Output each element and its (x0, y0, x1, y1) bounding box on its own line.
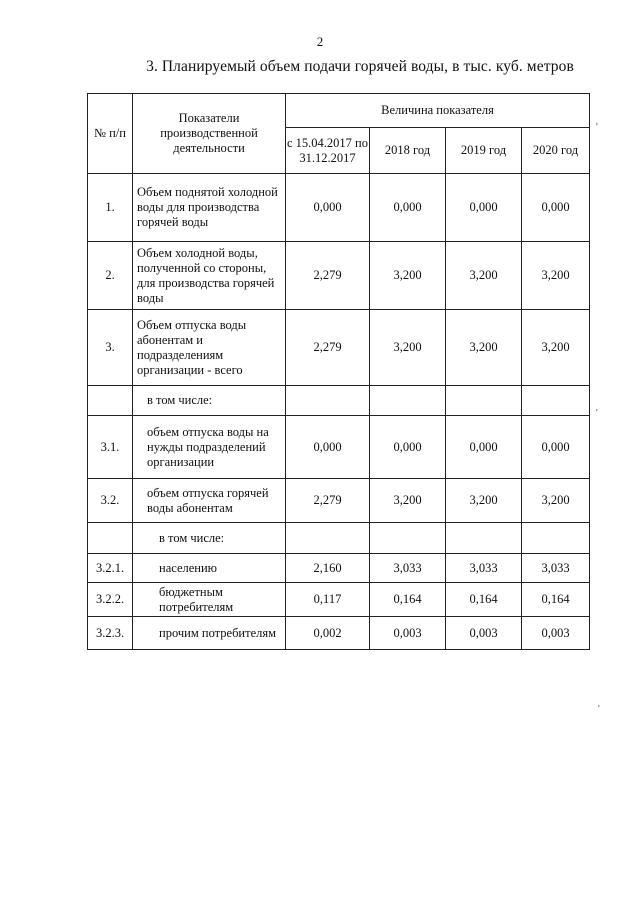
page-number: 2 (316, 34, 324, 49)
header-period-3: 2019 год (446, 128, 522, 174)
row-label: Объем поднятой холодной воды для производства горячей воды (133, 174, 286, 242)
row-value: 0,000 (286, 416, 370, 479)
row-value (370, 386, 446, 416)
row-value (286, 386, 370, 416)
row-num: 3.1. (88, 416, 133, 479)
header-indicator: Показатели производственной деятельности (133, 94, 286, 174)
scan-mark: ' (598, 704, 600, 715)
header-period-4: 2020 год (522, 128, 590, 174)
row-value: 0,003 (522, 617, 590, 650)
row-value: 3,033 (446, 554, 522, 583)
table-row (88, 242, 590, 310)
row-num: 3.2.3. (88, 617, 133, 650)
scan-mark: ' (596, 408, 598, 419)
header-row-1 (88, 94, 590, 128)
table-row (88, 416, 590, 479)
row-value: 0,164 (370, 583, 446, 617)
row-value: 0,000 (370, 174, 446, 242)
row-value (370, 523, 446, 554)
row-num: 3. (88, 310, 133, 386)
row-value: 3,200 (370, 479, 446, 523)
row-value: 3,200 (446, 479, 522, 523)
scan-mark: ' (596, 122, 598, 133)
table-row (88, 617, 590, 650)
row-value (522, 386, 590, 416)
row-value (522, 523, 590, 554)
row-value: 0,000 (446, 174, 522, 242)
row-value: 3,200 (522, 310, 590, 386)
row-value: 0,164 (446, 583, 522, 617)
row-value: 3,200 (522, 242, 590, 310)
row-value: 0,164 (522, 583, 590, 617)
row-value (286, 523, 370, 554)
row-value: 0,000 (522, 416, 590, 479)
row-value: 3,033 (522, 554, 590, 583)
row-value: 2,279 (286, 479, 370, 523)
table-row (88, 554, 590, 583)
row-label: объем отпуска горячей воды абонентам (133, 479, 286, 523)
row-value: 0,000 (286, 174, 370, 242)
row-value: 0,000 (446, 416, 522, 479)
row-value: 3,200 (370, 242, 446, 310)
row-value: 0,000 (522, 174, 590, 242)
row-num (88, 523, 133, 554)
row-value: 3,200 (446, 242, 522, 310)
table-row (88, 386, 590, 416)
row-value: 2,160 (286, 554, 370, 583)
row-value: 0,003 (370, 617, 446, 650)
table-row (88, 310, 590, 386)
row-value (446, 386, 522, 416)
row-num: 2. (88, 242, 133, 310)
row-label: населению (133, 554, 286, 583)
table-row (88, 174, 590, 242)
row-label: Объем отпуска воды абонентам и подразделениям организации - всего (133, 310, 286, 386)
row-value (446, 523, 522, 554)
row-label: в том числе: (133, 523, 286, 554)
header-period-1: с 15.04.2017 по 31.12.2017 (286, 128, 370, 174)
table-row (88, 583, 590, 617)
row-num: 3.2.1. (88, 554, 133, 583)
row-label: объем отпуска воды на нужды подразделений организации (133, 416, 286, 479)
row-value: 0,117 (286, 583, 370, 617)
page-title: 3. Планируемый объем подачи горячей воды, в тыс. куб. метров (146, 58, 574, 75)
header-period-2: 2018 год (370, 128, 446, 174)
row-num: 3.2. (88, 479, 133, 523)
row-value: 2,279 (286, 310, 370, 386)
row-num (88, 386, 133, 416)
header-value-group: Величина показателя (286, 94, 590, 128)
row-label: прочим потребителям (133, 617, 286, 650)
row-label: бюджетным потребителям (133, 583, 286, 617)
row-value: 0,000 (370, 416, 446, 479)
row-value: 3,200 (522, 479, 590, 523)
table-row (88, 523, 590, 554)
row-label: в том числе: (133, 386, 286, 416)
row-value: 0,003 (446, 617, 522, 650)
row-value: 3,200 (446, 310, 522, 386)
water-volume-table (87, 93, 590, 650)
table-row (88, 479, 590, 523)
row-num: 3.2.2. (88, 583, 133, 617)
row-value: 2,279 (286, 242, 370, 310)
row-value: 3,033 (370, 554, 446, 583)
row-label: Объем холодной воды, полученной со стороны, для производства горячей воды (133, 242, 286, 310)
header-num: № п/п (88, 94, 133, 174)
row-num: 1. (88, 174, 133, 242)
row-value: 3,200 (370, 310, 446, 386)
row-value: 0,002 (286, 617, 370, 650)
